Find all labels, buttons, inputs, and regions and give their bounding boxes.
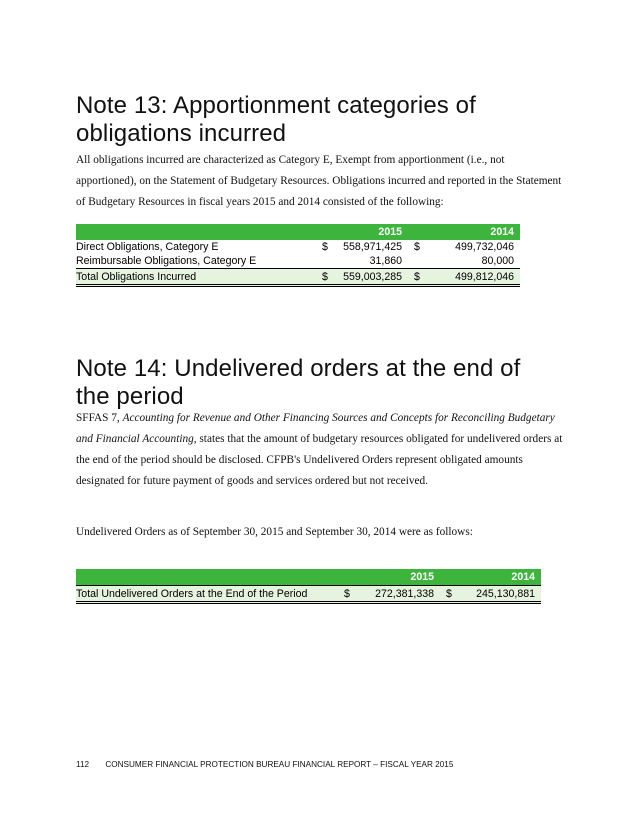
value-2015: 558,971,425 <box>343 241 402 253</box>
value-2014: 80,000 <box>481 255 514 267</box>
total-row <box>76 586 541 603</box>
dollar-sign <box>408 254 422 269</box>
undelivered-table-header <box>76 569 541 586</box>
note13-heading-line1: Note 13: Apportionment categories of <box>76 92 476 119</box>
note14-heading-line1: Note 14: Undelivered orders at the end of <box>76 355 521 382</box>
header-blank <box>76 569 338 586</box>
dollar-sign: $ <box>440 586 454 603</box>
sffas-reference: SFFAS 7, <box>76 412 123 424</box>
undelivered-orders-table <box>76 569 541 604</box>
note14-intro: Undelivered Orders as of September 30, 2015 and September 30, 2014 were as follows: <box>76 526 473 538</box>
header-2015: 2015 <box>316 224 408 240</box>
dollar-sign: $ <box>408 269 422 286</box>
value-2015: 31,860 <box>369 255 402 267</box>
total-label: Total Obligations Incurred <box>76 269 316 286</box>
note13-heading-line2: obligations incurred <box>76 120 287 147</box>
total-row <box>76 269 520 286</box>
standard-title: Accounting for Revenue and Other Financing Sources and Concepts for Reconciling Budgetary and Financial Accounting <box>76 412 555 445</box>
total-label: Total Undelivered Orders at the End of the Period <box>76 586 338 603</box>
dollar-sign <box>316 254 330 269</box>
note14-heading <box>76 355 520 411</box>
dollar-sign: $ <box>322 241 328 253</box>
value-2014: 499,732,046 <box>455 241 514 253</box>
note14-paragraph <box>76 408 566 492</box>
dollar-sign: $ <box>414 241 420 253</box>
total-2015: 272,381,338 <box>352 586 440 603</box>
header-blank <box>76 224 316 240</box>
total-2014: 245,130,881 <box>454 586 541 603</box>
total-2015: 559,003,285 <box>330 269 408 286</box>
note13-paragraph: All obligations incurred are characterized as Category E, Exempt from apportionment (i.e., not apportioned), on the Statement of Budgetary Resources. Obligations incurred and reported in the Statement of Budgetary Resources in fiscal years 2015 and 2014 consisted of the following: <box>76 154 562 208</box>
dollar-sign: $ <box>316 269 330 286</box>
header-2015: 2015 <box>338 569 440 586</box>
paragraph-body: , states that the amount of budgetary resources obligated for undelivered orders at the end of the period should be disclosed. CFPB's Undelivered Orders represent obligated amounts designated for future payment of goods and services ordered but not received. <box>76 433 563 487</box>
obligations-table-header <box>76 224 520 240</box>
total-2014: 499,812,046 <box>422 269 520 286</box>
footer-text: CONSUMER FINANCIAL PROTECTION BUREAU FINANCIAL REPORT – FISCAL YEAR 2015 <box>105 760 454 769</box>
obligations-table <box>76 224 520 287</box>
table-row <box>76 240 520 254</box>
dollar-sign: $ <box>338 586 352 603</box>
page-footer <box>76 760 453 769</box>
page-number: 112 <box>76 760 90 769</box>
note13-heading <box>76 92 476 148</box>
note14-heading-line2: the period <box>76 383 184 410</box>
table-row <box>76 254 520 269</box>
row-label: Direct Obligations, Category E <box>76 241 219 253</box>
row-label: Reimbursable Obligations, Category E <box>76 255 257 267</box>
header-2014: 2014 <box>408 224 520 240</box>
header-2014: 2014 <box>440 569 541 586</box>
